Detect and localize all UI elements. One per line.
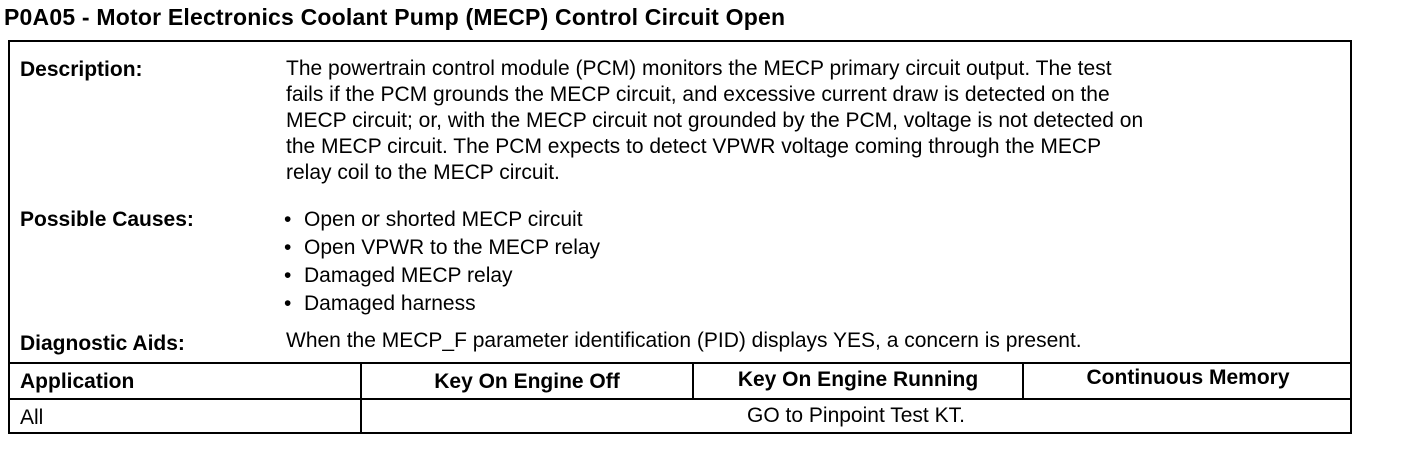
cell-action: GO to Pinpoint Test KT. [747,404,965,427]
diagnostic-aids-label: Diagnostic Aids: [20,332,185,355]
description-line: relay coil to the MECP circuit. [286,161,560,184]
diagnostic-aids-text: When the MECP_F parameter identification (PID) displays YES, a concern is present. [286,329,1082,352]
page-title: P0A05 - Motor Electronics Coolant Pump (MECP) Control Circuit Open [4,4,786,30]
header-key-on-engine-off: Key On Engine Off [434,370,620,393]
possible-causes-label: Possible Causes: [20,208,194,231]
cause-item: • Damaged MECP relay [282,262,1338,290]
cause-item: • Open or shorted MECP circuit [282,206,1338,234]
possible-causes-list [282,206,1338,318]
description-line: the MECP circuit. The PCM expects to detect VPWR voltage coming through the MECP [286,135,1102,158]
description-label: Description: [20,58,143,81]
dtc-info-box [8,40,1352,434]
header-application: Application [20,370,135,393]
cause-item: • Open VPWR to the MECP relay [282,234,1338,262]
description-text [286,56,1338,186]
header-key-on-engine-running: Key On Engine Running [737,368,979,391]
cause-item: • Damaged harness [282,290,1338,318]
description-line: MECP circuit; or, with the MECP circuit not grounded by the PCM, voltage is not detected on [286,109,1144,132]
application-table [10,362,1350,434]
cell-application-value: All [20,406,44,429]
description-line: fails if the PCM grounds the MECP circuit, and excessive current draw is detected on the [286,83,1110,106]
description-line: The powertrain control module (PCM) monitors the MECP primary circuit output. The test [286,57,1112,80]
header-continuous-memory: Continuous Memory [1086,366,1290,389]
table-divider [10,398,1350,400]
